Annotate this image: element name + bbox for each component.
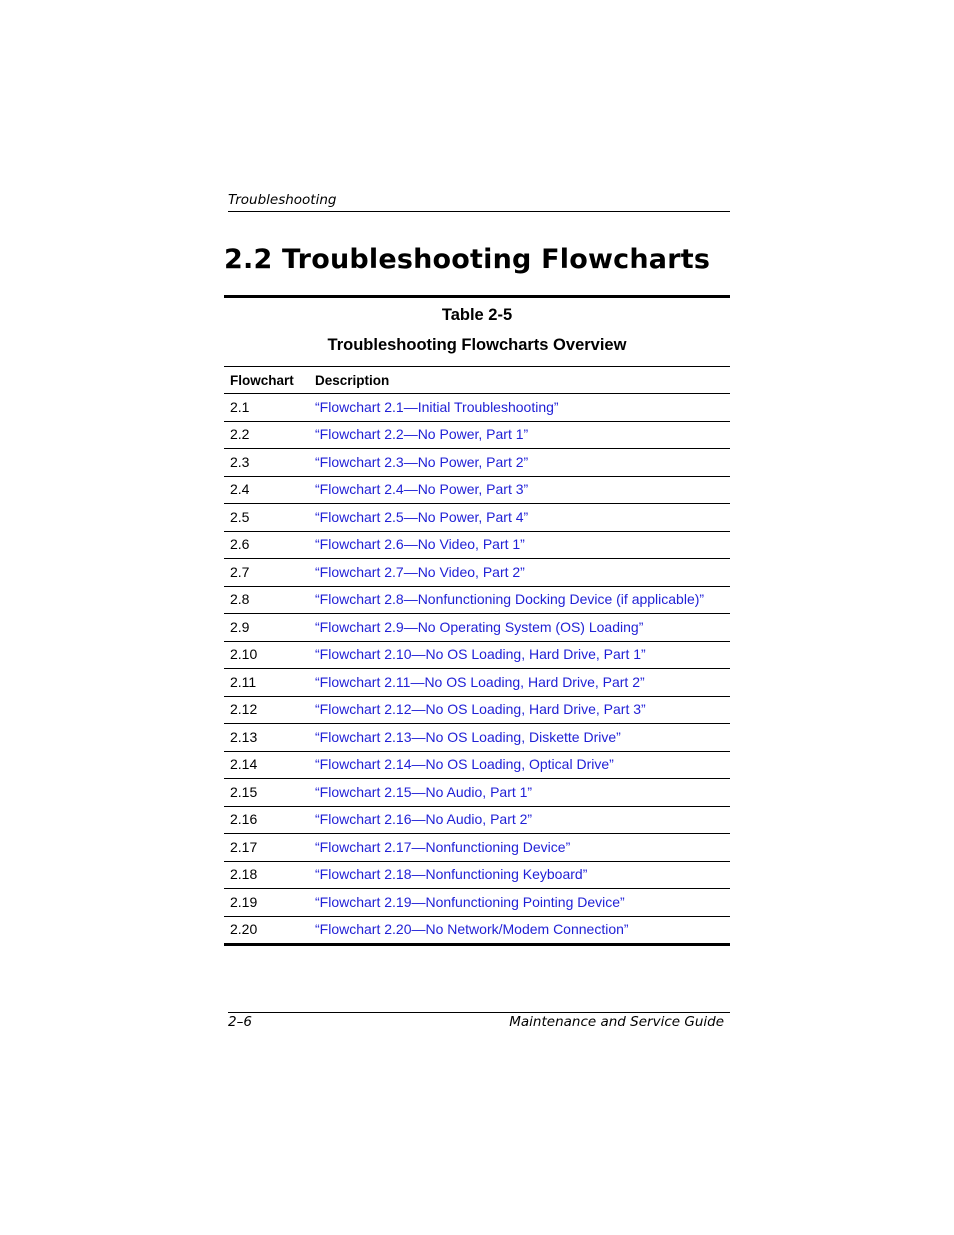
flowchart-link[interactable]: “Flowchart 2.5—No Power, Part 4” — [315, 508, 529, 525]
flowchart-number: 2.18 — [230, 866, 258, 883]
flowchart-link[interactable]: “Flowchart 2.9—No Operating System (OS) Loading” — [315, 618, 644, 635]
flowchart-number: 2.5 — [230, 508, 250, 525]
flowchart-link[interactable]: “Flowchart 2.15—No Audio, Part 1” — [315, 783, 533, 800]
flowchart-number: 2.8 — [230, 591, 250, 608]
flowcharts-table — [224, 366, 730, 946]
table-row — [224, 559, 730, 587]
flowchart-description — [309, 449, 730, 477]
table-row — [224, 669, 730, 697]
flowchart-link[interactable]: “Flowchart 2.17—Nonfunctioning Device” — [315, 838, 571, 855]
flowchart-link[interactable]: “Flowchart 2.2—No Power, Part 1” — [315, 426, 529, 443]
flowchart-link[interactable]: “Flowchart 2.13—No OS Loading, Diskette Drive” — [315, 728, 621, 745]
table-row — [224, 586, 730, 614]
table-row — [224, 834, 730, 862]
table-row — [224, 696, 730, 724]
flowchart-number: 2.15 — [230, 783, 258, 800]
flowchart-number: 2.11 — [230, 673, 257, 690]
flowchart-description — [309, 779, 730, 807]
running-header: Troubleshooting — [228, 191, 730, 212]
table-header-row — [224, 367, 730, 394]
table-row — [224, 449, 730, 477]
flowchart-number: 2.13 — [230, 728, 258, 745]
flowchart-number: 2.20 — [230, 921, 258, 938]
table-row — [224, 614, 730, 642]
flowchart-description — [309, 531, 730, 559]
flowchart-number: 2.12 — [230, 701, 258, 718]
flowchart-link[interactable]: “Flowchart 2.14—No OS Loading, Optical Drive” — [315, 756, 614, 773]
flowchart-number: 2.2 — [230, 426, 250, 443]
table-row — [224, 806, 730, 834]
title-rule — [224, 295, 730, 298]
flowchart-description — [309, 559, 730, 587]
flowchart-link[interactable]: “Flowchart 2.16—No Audio, Part 2” — [315, 811, 533, 828]
flowchart-link[interactable]: “Flowchart 2.8—Nonfunctioning Docking Device (if applicable)” — [315, 591, 705, 608]
flowchart-description — [309, 394, 730, 422]
flowchart-link[interactable]: “Flowchart 2.7—No Video, Part 2” — [315, 563, 525, 580]
flowchart-link[interactable]: “Flowchart 2.3—No Power, Part 2” — [315, 453, 529, 470]
flowchart-number: 2.14 — [230, 756, 258, 773]
footer-page-number: 2–6 — [228, 1014, 252, 1030]
table-row — [224, 889, 730, 917]
table-row — [224, 531, 730, 559]
flowchart-link[interactable]: “Flowchart 2.1—Initial Troubleshooting” — [315, 398, 559, 415]
table-row — [224, 476, 730, 504]
table-number: Table 2-5 — [441, 306, 513, 324]
flowchart-link[interactable]: “Flowchart 2.18—Nonfunctioning Keyboard” — [315, 866, 588, 883]
flowchart-description — [309, 696, 730, 724]
flowchart-link[interactable]: “Flowchart 2.19—Nonfunctioning Pointing Device” — [315, 893, 625, 910]
table-row — [224, 394, 730, 422]
flowchart-number: 2.19 — [230, 893, 258, 910]
flowchart-description — [309, 834, 730, 862]
flowchart-description — [309, 861, 730, 889]
table-row — [224, 421, 730, 449]
flowchart-link[interactable]: “Flowchart 2.10—No OS Loading, Hard Drive, Part 1” — [315, 646, 646, 663]
table-row — [224, 751, 730, 779]
table-row — [224, 779, 730, 807]
table-row — [224, 861, 730, 889]
flowchart-number: 2.7 — [230, 563, 250, 580]
flowchart-number: 2.1 — [230, 398, 250, 415]
flowchart-link[interactable]: “Flowchart 2.4—No Power, Part 3” — [315, 481, 529, 498]
table-caption: Troubleshooting Flowcharts Overview — [327, 336, 627, 354]
flowchart-number: 2.9 — [230, 618, 250, 635]
table-body — [224, 394, 730, 945]
flowchart-number: 2.4 — [230, 481, 250, 498]
flowchart-link[interactable]: “Flowchart 2.12—No OS Loading, Hard Drive, Part 3” — [315, 701, 646, 718]
column-header-flowchart: Flowchart — [230, 372, 294, 388]
column-header-description: Description — [315, 372, 390, 388]
flowchart-description — [309, 669, 730, 697]
flowchart-description — [309, 916, 730, 945]
flowchart-description — [309, 889, 730, 917]
flowchart-description — [309, 421, 730, 449]
table-row — [224, 641, 730, 669]
flowchart-description — [309, 476, 730, 504]
flowchart-number: 2.10 — [230, 646, 258, 663]
table-row — [224, 724, 730, 752]
flowchart-description — [309, 504, 730, 532]
table-row — [224, 916, 730, 945]
flowchart-number: 2.6 — [230, 536, 250, 553]
flowchart-number: 2.3 — [230, 453, 250, 470]
flowchart-link[interactable]: “Flowchart 2.20—No Network/Modem Connection” — [315, 921, 629, 938]
flowchart-link[interactable]: “Flowchart 2.11—No OS Loading, Hard Drive, Part 2” — [315, 673, 645, 690]
page-title: 2.2 Troubleshooting Flowcharts — [224, 244, 711, 275]
flowchart-description — [309, 614, 730, 642]
footer-guide-title: Maintenance and Service Guide — [509, 1014, 724, 1030]
table-row — [224, 504, 730, 532]
flowchart-description — [309, 641, 730, 669]
flowchart-number: 2.17 — [230, 838, 258, 855]
flowchart-description — [309, 586, 730, 614]
flowchart-description — [309, 751, 730, 779]
flowchart-link[interactable]: “Flowchart 2.6—No Video, Part 1” — [315, 536, 525, 553]
flowchart-description — [309, 806, 730, 834]
flowchart-description — [309, 724, 730, 752]
flowchart-number: 2.16 — [230, 811, 258, 828]
